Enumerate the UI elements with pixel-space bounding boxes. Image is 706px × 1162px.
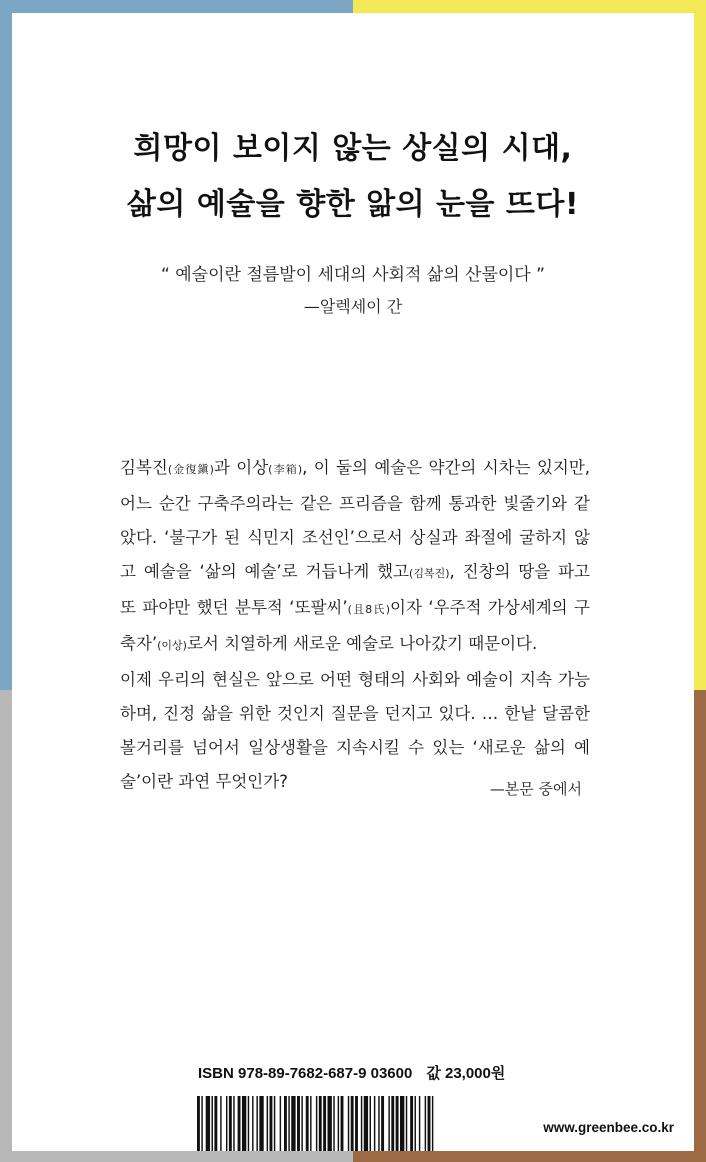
note-ttopalssi: (且8氏) [347, 603, 391, 616]
epigraph-attribution: —알렉세이 간 [303, 297, 403, 316]
note-yisang: (이상) [157, 639, 187, 652]
text-paragraph-1-main: , 이 둘의 예술은 약간의 시차는 있지만, 어느 순간 구축주의라는 같은 프리즘을 함께 통과한 빛줄기와 같았다. ‘불구가 된 식민지 조선인’으로서 상실과 좌절에 굴하지 않고 예술을 ‘삶의 예술’로 거듭나게 했고 [120, 458, 591, 581]
text-kim-bokjin: 김복진 [120, 458, 168, 477]
price: 값 23,000원 [426, 1065, 506, 1082]
back-cover-panel [12, 13, 694, 1151]
isbn-code: ISBN 978-89-7682-687-9 03600 [198, 1065, 413, 1082]
isbn-line [198, 1062, 538, 1083]
barcode-image [197, 1096, 530, 1151]
blurb-source: —본문 중에서 [489, 780, 582, 798]
hanja-kim-bokjin: (金復鎭) [167, 463, 214, 476]
text-paragraph-1-end: 로서 치열하게 새로운 예술로 나아갔기 때문이다. [186, 634, 538, 653]
hanja-yisang: (李箱) [268, 463, 303, 476]
text-paragraph-1-cont: , 진창의 땅을 파고 또 파야만 했던 분투적 ‘또팔씨’ [120, 562, 590, 617]
headline-line-1: 희망이 보이지 않는 상실의 시대, [133, 131, 573, 166]
headline-line-2: 삶의 예술을 향한 앎의 눈을 뜨다! [126, 187, 580, 222]
note-kim-bokjin: (김복진) [409, 567, 450, 580]
blurb-paragraph-1 [120, 451, 590, 663]
publisher-website: www.greenbee.co.kr [543, 1120, 674, 1135]
text-and-yisang: 과 이상 [213, 458, 269, 477]
epigraph-quote: “ 예술이란 절름발이 세대의 사회적 삶의 산물이다 ” [161, 265, 545, 285]
text-paragraph-1-cont-2: 이자 ‘우주적 가상세계의 구축자’ [120, 598, 590, 653]
blurb-paragraph-2: 이제 우리의 현실은 앞으로 어떤 형태의 사회와 예술이 지속 가능하며, 진정 삶을 위한 것인지 질문을 던지고 있다. … 한낱 달콤한 볼거리를 넘어서 일상생활을 지속시킬 수 있는 ‘새로운 삶의 예술’이란 과연 무엇인가? [120, 670, 590, 791]
blurb-body [120, 451, 590, 799]
